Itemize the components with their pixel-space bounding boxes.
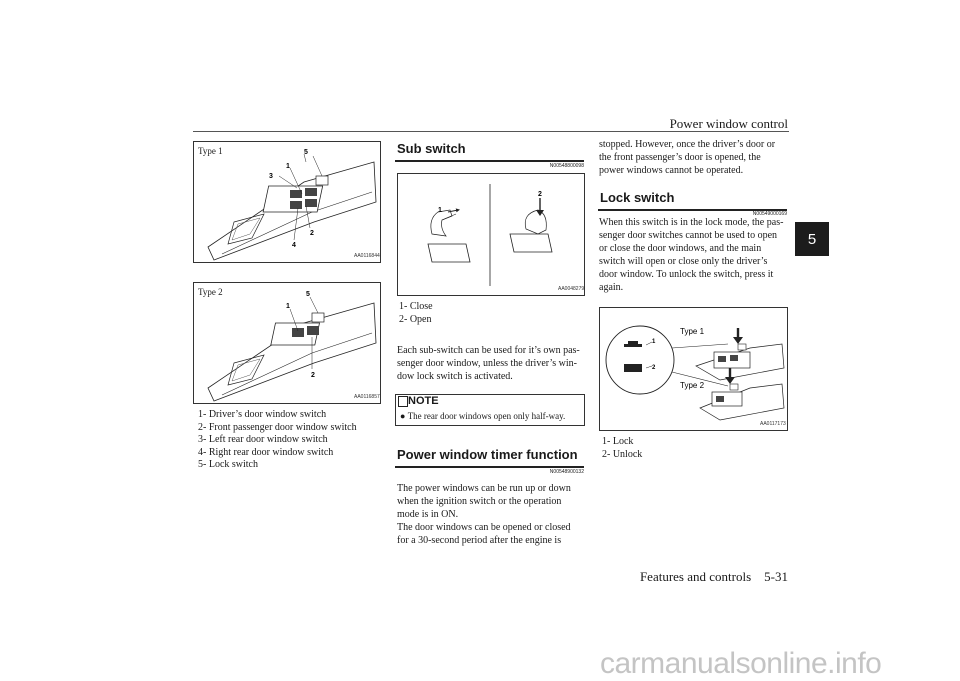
section-code: N00548900132	[549, 469, 584, 475]
running-header: Power window control	[669, 116, 788, 131]
callout-4: 4	[292, 242, 296, 249]
chapter-tab: 5	[795, 222, 829, 256]
callout-2: 2	[310, 230, 314, 237]
paragraph-line: the front passenger’s door is opened, the	[599, 152, 761, 163]
figure-type1	[193, 141, 381, 263]
footer-section: Features and controls	[639, 569, 752, 584]
paragraph-line: dow lock switch is activated.	[397, 371, 513, 382]
callout-1: 1	[438, 207, 442, 214]
callout-2: 2	[311, 372, 315, 379]
callout-3: 3	[269, 173, 273, 180]
section-rule	[395, 466, 584, 468]
figure-lock-switch-code: AA0117173	[760, 421, 786, 427]
section-title-lock-switch: Lock switch	[600, 190, 675, 205]
paragraph-line: door window. To unlock the switch, press it	[599, 269, 774, 280]
list-item: 2- Front passenger door window switch	[198, 422, 357, 433]
paragraph-line: for a 30-second period after the engine is	[397, 535, 562, 546]
figure-type2-label: Type 2	[198, 287, 223, 297]
callout-5: 5	[304, 149, 308, 156]
paragraph-line: When this switch is in the lock mode, the pas-	[599, 217, 784, 228]
sub-switch-drawing	[398, 174, 584, 295]
callout-1: 1	[286, 303, 290, 310]
paragraph-line: stopped. However, once the driver’s door or	[599, 139, 776, 150]
type1-label: Type 1	[680, 327, 705, 336]
figure-type1-code: AA0116844	[354, 253, 380, 259]
callout-2: 2	[538, 191, 542, 198]
paragraph-line: The power windows can be run up or down	[397, 483, 571, 494]
type1-switch-drawing	[194, 142, 380, 262]
paragraph-line: mode is in ON.	[397, 509, 459, 520]
section-title-timer: Power window timer function	[397, 447, 578, 462]
callout-2: 2	[652, 365, 656, 371]
note-text-body: The rear door windows open only half-way.	[407, 411, 566, 421]
section-code: N00548800098	[549, 163, 584, 169]
list-item: 3- Left rear door window switch	[198, 434, 328, 445]
paragraph-line: again.	[599, 282, 624, 293]
lock-switch-drawing	[600, 308, 787, 430]
figure-type2	[193, 282, 381, 404]
watermark: carmanualsonline.info	[600, 647, 882, 680]
type2-label: Type 2	[680, 381, 705, 390]
note-box	[395, 394, 585, 426]
section-rule	[395, 160, 584, 162]
header-rule	[193, 131, 789, 132]
paragraph-line: switch will open or close only the driver’s	[599, 256, 768, 267]
paragraph-line: senger door switches cannot be used to open	[599, 230, 778, 241]
figure-type1-label: Type 1	[198, 146, 223, 156]
figure-sub-switch-code: AA0048279	[558, 286, 585, 292]
callout-1: 1	[286, 163, 290, 170]
note-text	[400, 411, 565, 421]
note-heading: NOTE	[408, 395, 439, 407]
paragraph-line: Each sub-switch can be used for it’s own pas-	[397, 345, 580, 356]
page-footer	[640, 569, 788, 585]
paragraph-line: senger door window, unless the driver’s win-	[397, 358, 577, 369]
figure-lock-switch	[599, 307, 788, 431]
note-icon	[398, 396, 408, 407]
callout-5: 5	[306, 291, 310, 298]
callout-1: 1	[652, 339, 656, 345]
list-item: 5- Lock switch	[198, 459, 258, 470]
figure-type2-code: AA0116857	[354, 394, 380, 400]
section-title-sub-switch: Sub switch	[397, 141, 466, 156]
list-item: 2- Open	[399, 314, 432, 325]
list-item: 1- Close	[399, 301, 433, 312]
figure-sub-switch	[397, 173, 585, 296]
paragraph-line: power windows cannot be operated.	[599, 165, 744, 176]
list-item: 1- Lock	[602, 436, 634, 447]
paragraph-line: when the ignition switch or the operation	[397, 496, 562, 507]
page-number: 5-31	[764, 569, 788, 584]
list-item: 2- Unlock	[602, 449, 643, 460]
bullet-icon: ●	[400, 411, 406, 421]
paragraph-line: or close the door windows, and the main	[599, 243, 762, 254]
section-code: N00549000169	[752, 211, 787, 217]
list-item: 1- Driver’s door window switch	[198, 409, 327, 420]
paragraph-line: The door windows can be opened or closed	[397, 522, 571, 533]
list-item: 4- Right rear door window switch	[198, 447, 334, 458]
type2-switch-drawing	[194, 283, 380, 403]
